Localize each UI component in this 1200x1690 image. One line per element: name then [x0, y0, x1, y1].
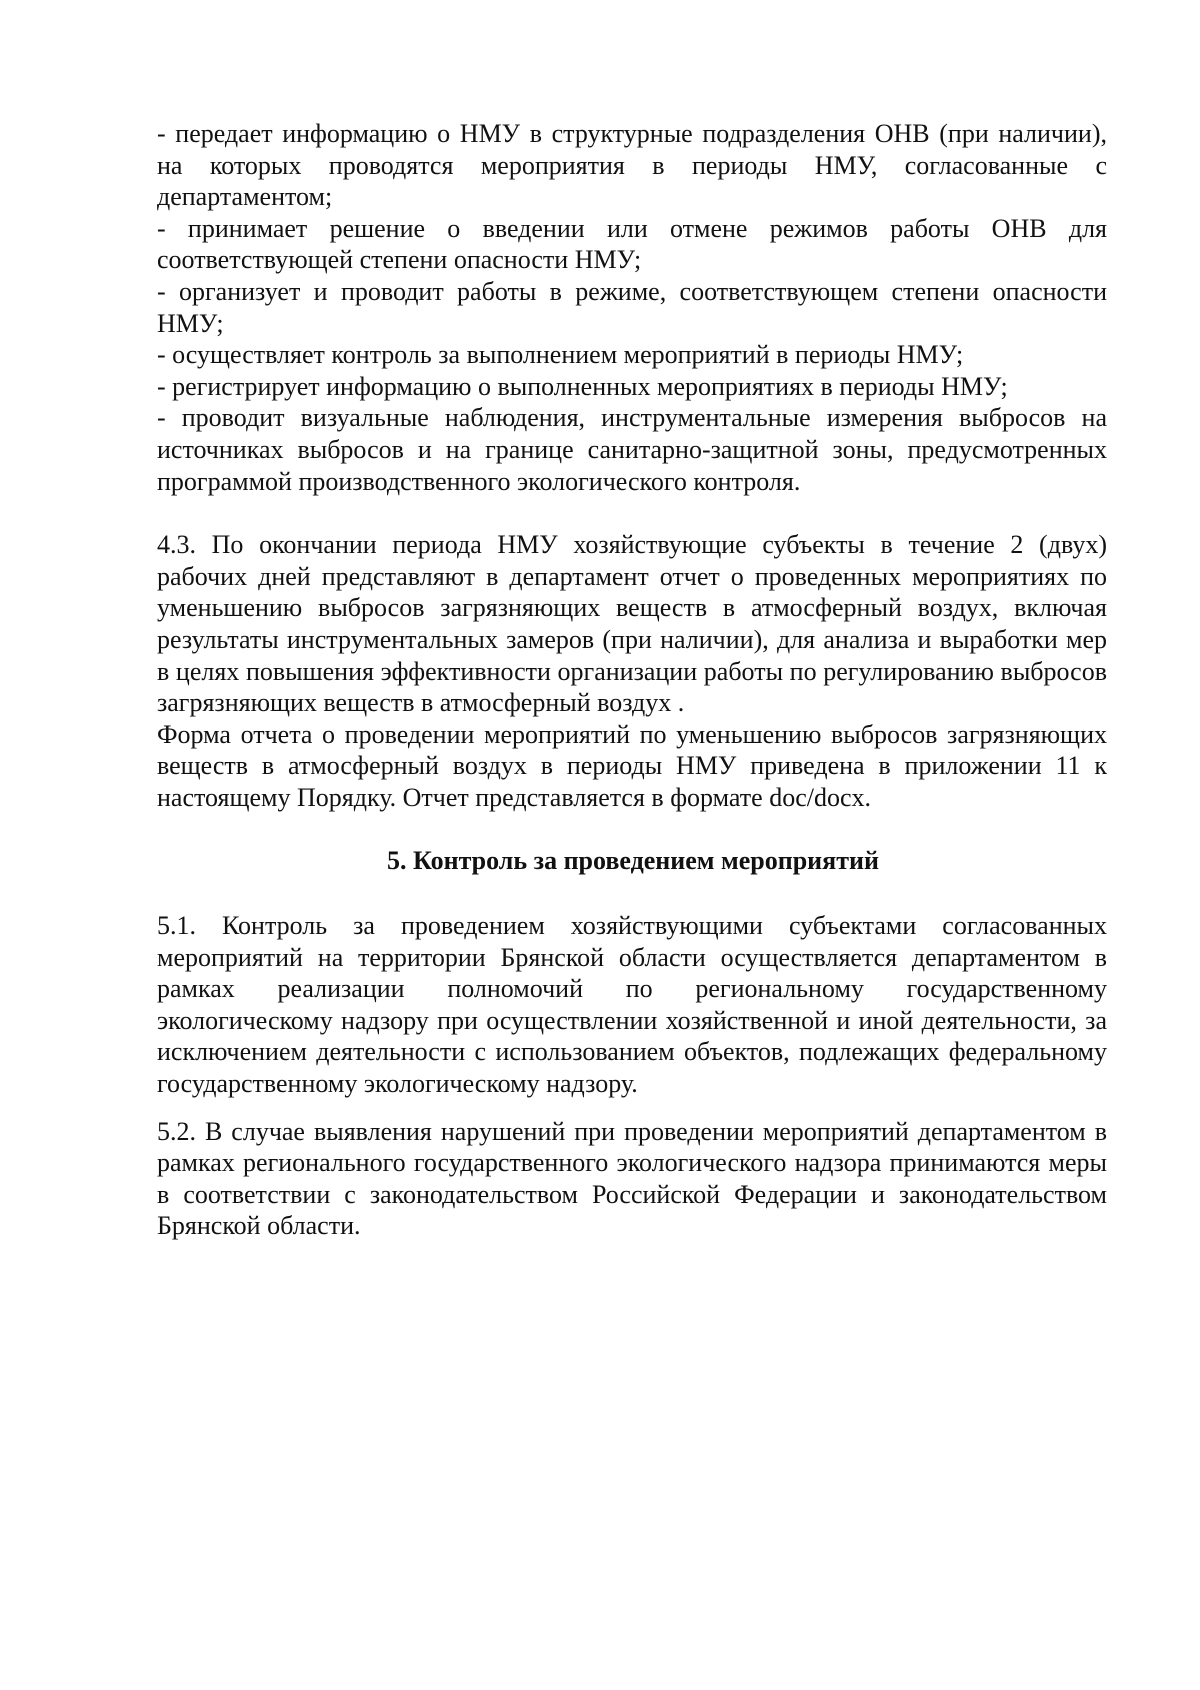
- list-item: - принимает решение о введении или отмене режимов работы ОНВ для соответствующей степени опасности НМУ;: [157, 213, 1107, 275]
- list-item: - регистрирует информацию о выполненных мероприятиях в периоды НМУ;: [157, 371, 1008, 401]
- paragraph-5-1: 5.1. Контроль за проведением хозяйствующими субъектами согласованных мероприятий на территории Брянской области осуществляется департаментом в рамках реализации полномочий по региональному государственному экологическому надзору при осуществлении хозяйственной и иной деятельности, за исключением деятельности с использованием объектов, подлежащих федеральному государственному экологическому надзору.: [157, 911, 1107, 1099]
- paragraph-report-form: Форма отчета о проведении мероприятий по уменьшению выбросов загрязняющих веществ в атмосферный воздух в периоды НМУ приведена в приложении 11 к настоящему Порядку. Отчет представляется в формате doc/docx.: [157, 719, 1107, 812]
- paragraph-5-2: 5.2. В случае выявления нарушений при проведении мероприятий департаментом в рамках регионального государственного экологического надзора принимаются меры в соответствии с законодательством Российской Федерации и законодательством Брянской области.: [157, 1116, 1107, 1241]
- list-item: - передает информацию о НМУ в структурные подразделения ОНВ (при наличии), на которых проводятся мероприятия в периоды НМУ, согласованные с департаментом;: [157, 119, 1107, 212]
- paragraph-4-3: 4.3. По окончании периода НМУ хозяйствующие субъекты в течение 2 (двух) рабочих дней представляют в департамент отчет о проведенных мероприятиях по уменьшению выбросов загрязняющих веществ в атмосферный воздух, включая результаты инструментальных замеров (при наличии), для анализа и выработки мер в целях повышения эффективности организации работы по регулированию выбросов загрязняющих веществ в атмосферный воздух .: [157, 530, 1107, 718]
- list-item: - проводит визуальные наблюдения, инструментальные измерения выбросов на источниках выбросов и на границе санитарно-защитной зоны, предусмотренных программой производственного экологического контроля.: [157, 403, 1107, 496]
- section-5-heading: 5. Контроль за проведением мероприятий: [387, 846, 879, 876]
- responsibilities-list: [157, 118, 1107, 497]
- list-item: - осуществляет контроль за выполнением мероприятий в периоды НМУ;: [157, 340, 964, 370]
- list-item: - организует и проводит работы в режиме, соответствующем степени опасности НМУ;: [157, 276, 1107, 338]
